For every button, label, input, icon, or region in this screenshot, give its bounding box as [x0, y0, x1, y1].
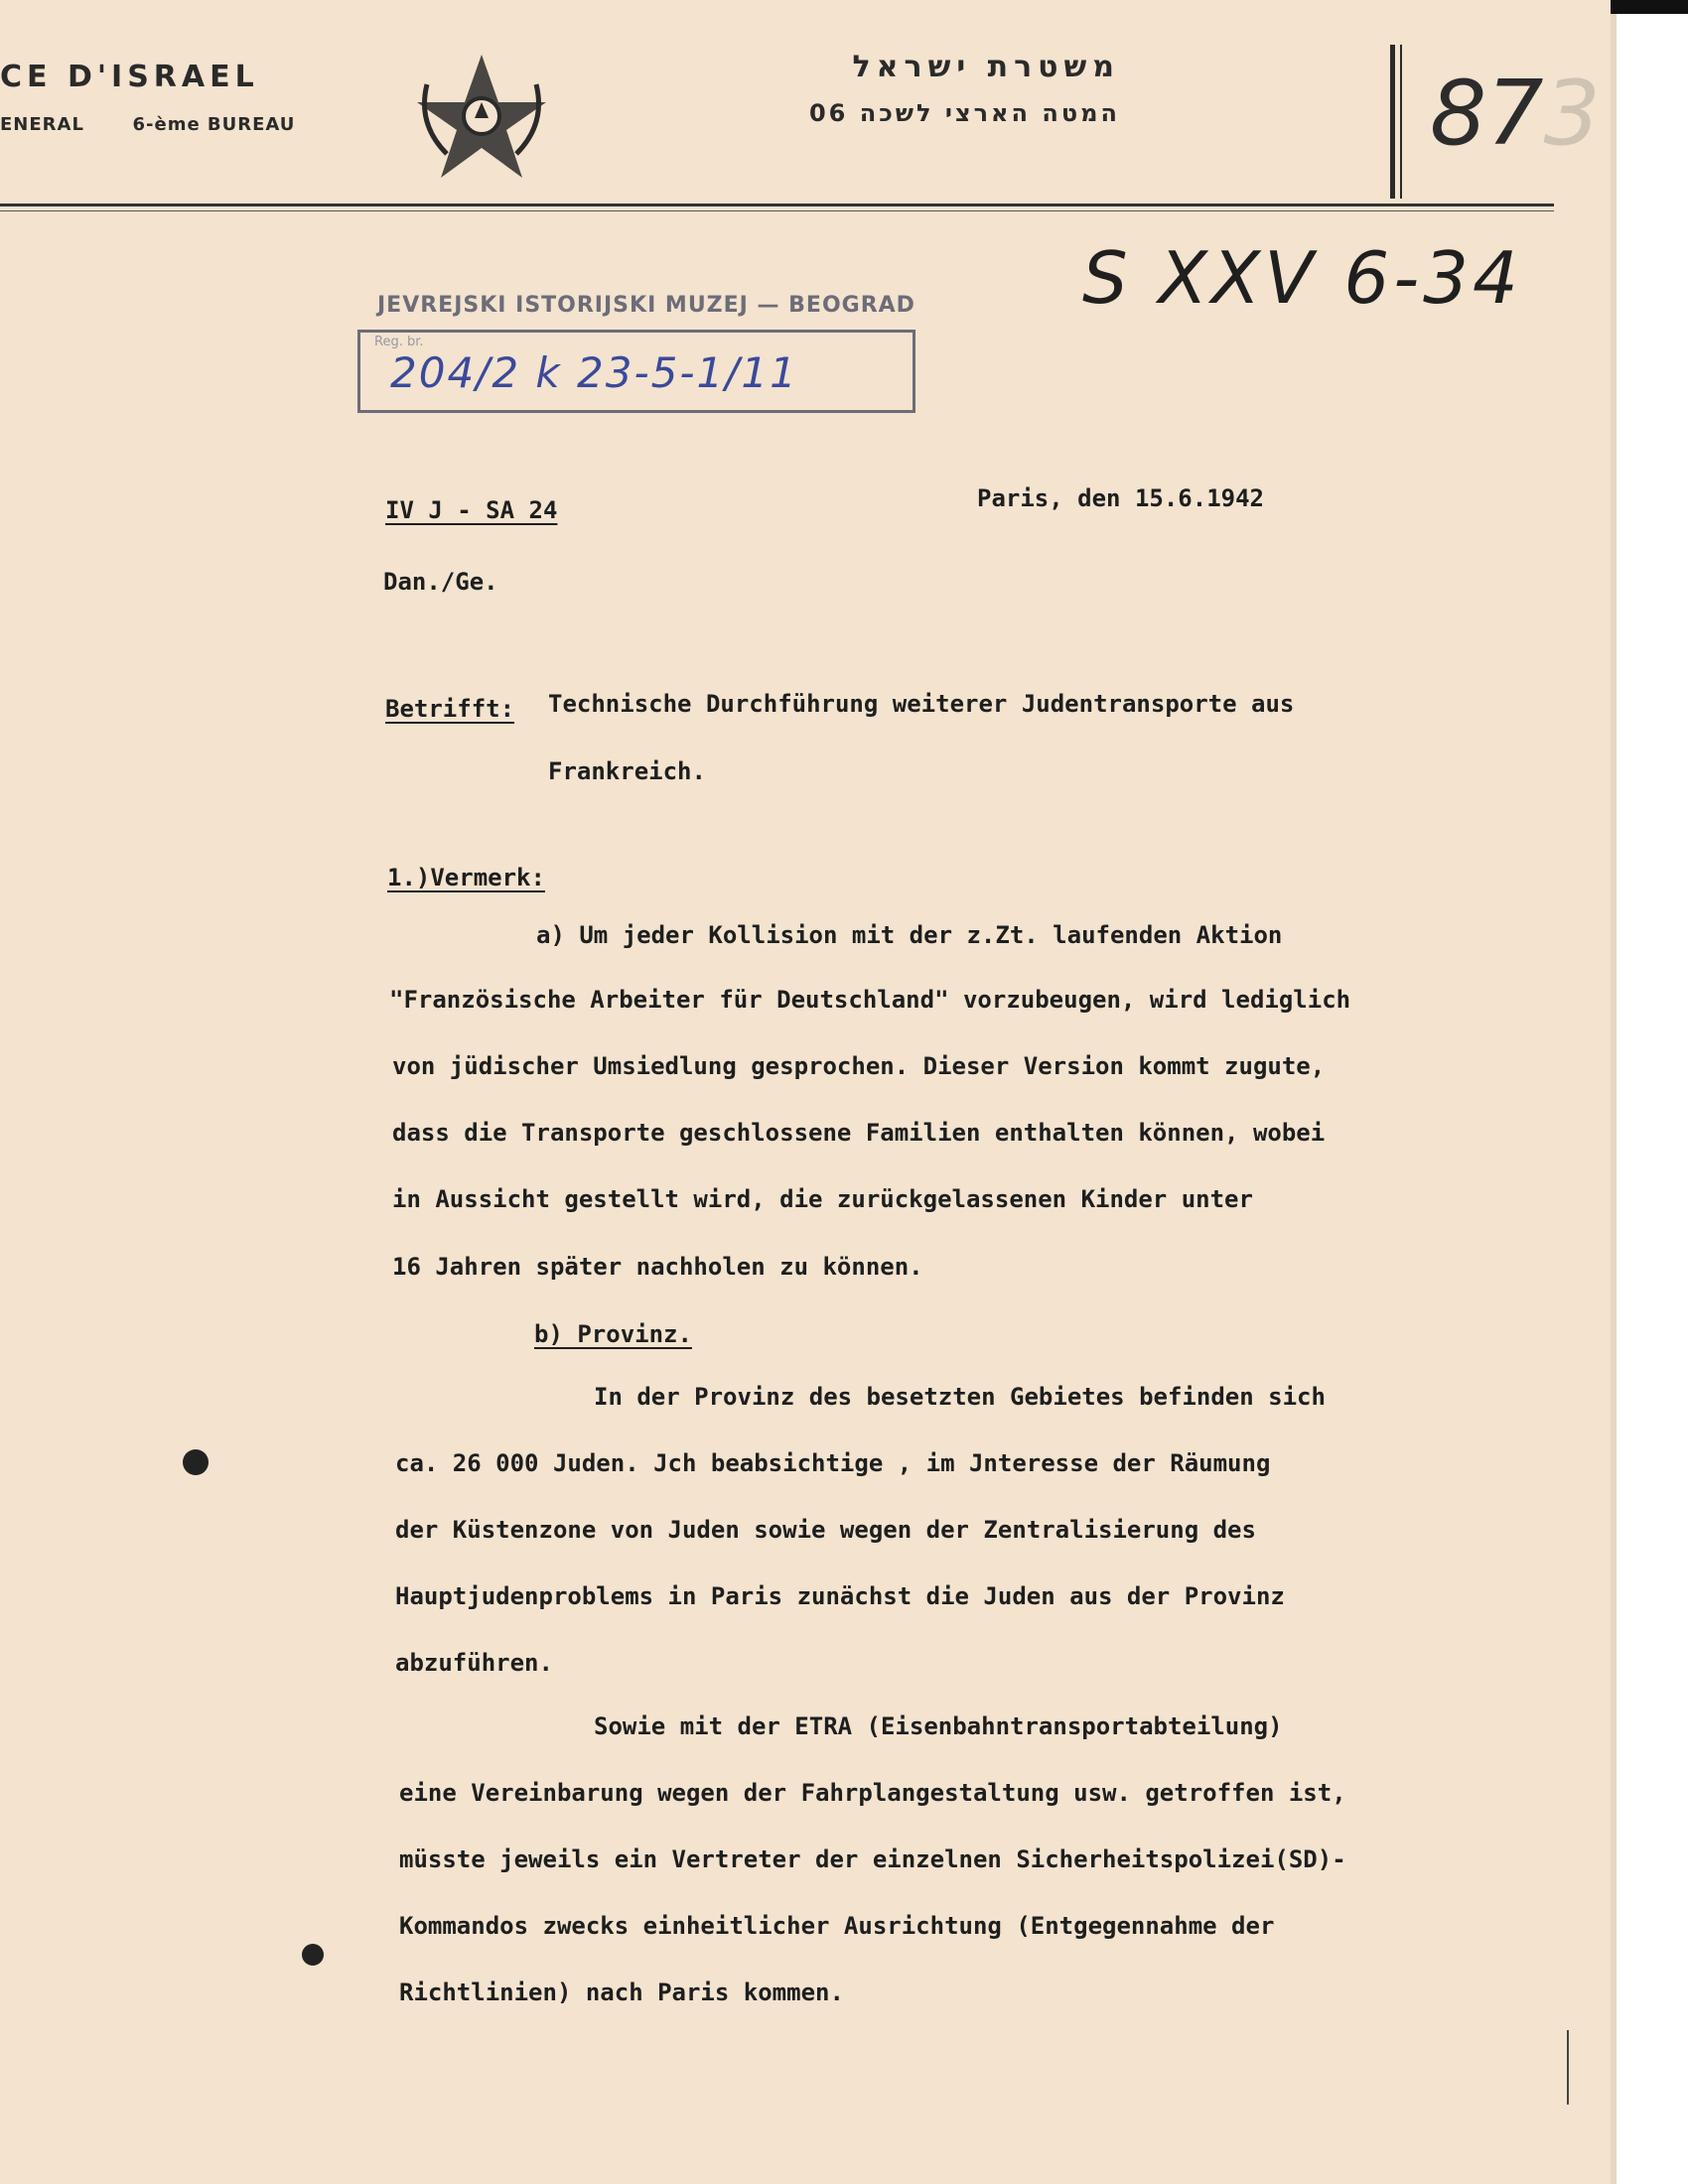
museum-stamp-header: Reg. br.: [374, 335, 424, 349]
letterhead-french-subtitle: [0, 114, 295, 135]
margin-mark: [1567, 2030, 1569, 2105]
para-b-line: In der Provinz des besetzten Gebietes befinden sich: [594, 1383, 1326, 1411]
subject-line-2: Frankreich.: [548, 757, 706, 785]
para-b-line: der Küstenzone von Juden sowie wegen der Zentralisierung des: [395, 1516, 1256, 1544]
letterhead-divider-left: [1390, 45, 1395, 199]
para-c-line: Richtlinien) nach Paris kommen.: [399, 1979, 844, 2006]
scan-corner: [1611, 0, 1688, 14]
letter-date: Paris, den 15.6.1942: [977, 484, 1264, 512]
page-number-faint-digit: 3: [1543, 62, 1601, 166]
para-c-line: müsste jeweils ein Vertreter der einzelnen Sicherheitspolizei(SD)-: [399, 1845, 1346, 1873]
punch-hole-mark: [183, 1449, 209, 1475]
para-c-line: Kommandos zwecks einheitlicher Ausrichtung (Entgegennahme der: [399, 1912, 1275, 1940]
letterhead-hebrew-subtitle: המטה הארצי לשכה 06: [808, 99, 1120, 127]
para-a-line: "Französische Arbeiter für Deutschland" vorzubeugen, wird lediglich: [389, 986, 1351, 1014]
para-a-line: in Aussicht gestellt wird, die zurückgelassenen Kinder unter: [392, 1185, 1253, 1213]
para-a-line: a) Um jeder Kollision mit der z.Zt. laufenden Aktion: [536, 921, 1283, 949]
para-b-line: abzuführen.: [395, 1649, 553, 1677]
letterhead-french-subtitle-right: 6-ème BUREAU: [132, 114, 296, 135]
para-c-line: eine Vereinbarung wegen der Fahrplangestaltung usw. getroffen ist,: [399, 1779, 1346, 1807]
para-b-heading: b) Provinz.: [534, 1320, 692, 1348]
para-a-line: von jüdischer Umsiedlung gesprochen. Dieser Version kommt zugute,: [392, 1052, 1326, 1080]
para-a-line: dass die Transporte geschlossene Familien enthalten können, wobei: [392, 1119, 1326, 1147]
letterhead-french-subtitle-left: ENERAL: [0, 114, 84, 135]
letterhead-french-title: CE D'ISRAEL: [0, 60, 259, 94]
museum-stamp-handwriting: 204/2 k 23-5-1/11: [390, 348, 798, 397]
letterhead-hebrew-title: משטרת ישראל: [852, 50, 1120, 84]
letterhead-divider-inner: [1400, 45, 1402, 199]
subject-label: Betrifft:: [385, 695, 515, 723]
israel-police-emblem-icon: [407, 45, 556, 184]
scan-background: [1617, 0, 1688, 2184]
handwritten-archive-reference: S XXV 6-34: [1082, 236, 1522, 320]
para-a-line: 16 Jahren später nachholen zu können.: [392, 1253, 923, 1281]
letter-reference: IV J - SA 24: [385, 496, 558, 524]
para-c-line: Sowie mit der ETRA (Eisenbahntransportabteilung): [594, 1712, 1283, 1740]
subject-line-1: Technische Durchführung weiterer Judentransporte aus: [548, 690, 1295, 718]
letter-initials: Dan./Ge.: [383, 568, 498, 596]
para-b-line: ca. 26 000 Juden. Jch beabsichtige , im Jnteresse der Räumung: [395, 1449, 1271, 1477]
letterhead-rule-thin: [0, 210, 1554, 211]
page-number-main: 87: [1430, 62, 1544, 166]
museum-stamp-title: JEVREJSKI ISTORIJSKI MUZEJ — BEOGRAD: [377, 293, 915, 318]
section-heading: 1.)Vermerk:: [387, 864, 545, 891]
museum-registration-stamp: [357, 330, 915, 413]
letterhead-rule: [0, 204, 1554, 206]
punch-hole-mark: [302, 1944, 324, 1966]
page-number: [1430, 62, 1601, 166]
para-b-line: Hauptjudenproblems in Paris zunächst die Juden aus der Provinz: [395, 1582, 1285, 1610]
